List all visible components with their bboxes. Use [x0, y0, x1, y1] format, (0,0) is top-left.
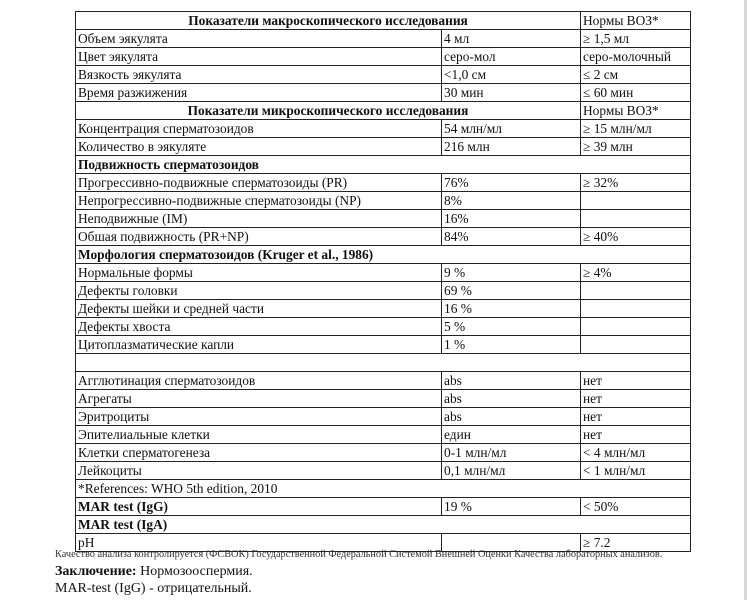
section-header-row — [76, 246, 691, 264]
parameter-norm — [581, 192, 691, 210]
table-row — [76, 372, 691, 390]
section-header-row — [76, 102, 691, 120]
table-row — [76, 444, 691, 462]
parameter-norm: ≥ 32% — [581, 174, 691, 192]
section-header-row — [76, 156, 691, 174]
section-heading: Показатели микроскопического исследования — [76, 102, 581, 120]
parameter-norm: нет — [581, 390, 691, 408]
parameter-value: 9 % — [442, 264, 581, 282]
parameter-norm: нет — [581, 372, 691, 390]
table-row — [76, 210, 691, 228]
parameter-value: 30 мин — [442, 84, 581, 102]
parameter-name: Неподвижные (IM) — [76, 210, 442, 228]
parameter-name: Цитоплазматические капли — [76, 336, 442, 354]
parameter-name: Объем эякулята — [76, 30, 442, 48]
conclusion-text: Нормозооспермия. — [136, 564, 253, 579]
parameter-name: Количество в эякуляте — [76, 138, 442, 156]
parameter-norm: ≤ 2 см — [581, 66, 691, 84]
conclusion-label: Заключение: — [55, 564, 137, 579]
mar-test-result: MAR-test (IgG) - отрицательный. — [55, 581, 252, 596]
parameter-name: Вязкость эякулята — [76, 66, 442, 84]
parameter-norm: серо-молочный — [581, 48, 691, 66]
table-row — [76, 264, 691, 282]
mar-igg-name: MAR test (IgG) — [76, 498, 442, 516]
parameter-name: Дефекты головки — [76, 282, 442, 300]
parameter-name: Агрегаты — [76, 390, 442, 408]
parameter-name: Обшая подвижность (PR+NP) — [76, 228, 442, 246]
ph-norm: ≥ 7.2 — [581, 534, 691, 552]
parameter-value: един — [442, 426, 581, 444]
table-row — [76, 192, 691, 210]
conclusion — [55, 564, 253, 580]
parameter-norm — [581, 282, 691, 300]
section-heading: Морфология сперматозоидов (Kruger et al., 1986) — [76, 246, 691, 264]
table-row — [76, 66, 691, 84]
parameter-value: 16 % — [442, 300, 581, 318]
parameter-value: 4 мл — [442, 30, 581, 48]
parameter-name: Дефекты хвоста — [76, 318, 442, 336]
parameter-norm: ≥ 40% — [581, 228, 691, 246]
parameter-value: 8% — [442, 192, 581, 210]
table-row — [76, 390, 691, 408]
parameter-norm: ≥ 15 млн/мл — [581, 120, 691, 138]
parameter-value: 0-1 млн/мл — [442, 444, 581, 462]
parameter-norm: нет — [581, 426, 691, 444]
parameter-name: Эпителиальные клетки — [76, 426, 442, 444]
parameter-value: 84% — [442, 228, 581, 246]
table-row — [76, 228, 691, 246]
table-row — [76, 48, 691, 66]
parameter-norm — [581, 300, 691, 318]
parameter-norm: ≤ 60 мин — [581, 84, 691, 102]
parameter-name: Клетки сперматогенеза — [76, 444, 442, 462]
table-row — [76, 300, 691, 318]
parameter-norm — [581, 210, 691, 228]
mar-igg-norm: < 50% — [581, 498, 691, 516]
parameter-norm: ≥ 1,5 мл — [581, 30, 691, 48]
parameter-name: Эритроциты — [76, 408, 442, 426]
parameter-name: Прогрессивно-подвижные сперматозоиды (PR) — [76, 174, 442, 192]
parameter-value: 54 млн/мл — [442, 120, 581, 138]
parameter-name: Лейкоциты — [76, 462, 442, 480]
mar-iga-name: MAR test (IgA) — [76, 516, 691, 534]
table-row — [76, 120, 691, 138]
parameter-value: 16% — [442, 210, 581, 228]
section-header-row — [76, 12, 691, 30]
table-row — [76, 498, 691, 516]
table-row — [76, 408, 691, 426]
norms-heading: Нормы ВОЗ* — [581, 102, 691, 120]
section-heading: Подвижность сперматозоидов — [76, 156, 691, 174]
parameter-value: 76% — [442, 174, 581, 192]
empty-cell — [76, 354, 691, 372]
empty-row — [76, 354, 691, 372]
table-row — [76, 138, 691, 156]
mar-igg-value: 19 % — [442, 498, 581, 516]
parameter-name: Цвет эякулята — [76, 48, 442, 66]
parameter-name: Концентрация сперматозоидов — [76, 120, 442, 138]
table-row — [76, 516, 691, 534]
parameter-value: 0,1 млн/мл — [442, 462, 581, 480]
references-row — [76, 480, 691, 498]
table-row — [76, 426, 691, 444]
table-row — [76, 282, 691, 300]
table-row — [76, 174, 691, 192]
parameter-value: серо-мол — [442, 48, 581, 66]
parameter-norm — [581, 318, 691, 336]
quality-control-note: Качество анализа контролируется (ФСВОК) Государственной Федеральной Системой Внешней Оценки Качества лабораторных анализов. — [55, 549, 663, 560]
table-row — [76, 318, 691, 336]
parameter-value: <1,0 см — [442, 66, 581, 84]
semen-analysis-table — [75, 11, 691, 552]
parameter-name: Непрогрессивно-подвижные сперматозоиды (NP) — [76, 192, 442, 210]
ph-name: pH — [76, 534, 442, 552]
parameter-norm — [581, 336, 691, 354]
table-row — [76, 336, 691, 354]
references-note: *References: WHO 5th edition, 2010 — [76, 480, 691, 498]
parameter-value: abs — [442, 372, 581, 390]
parameter-norm: ≥ 4% — [581, 264, 691, 282]
parameter-norm: ≥ 39 млн — [581, 138, 691, 156]
table-row — [76, 84, 691, 102]
parameter-name: Дефекты шейки и средней части — [76, 300, 442, 318]
parameter-norm: < 1 млн/мл — [581, 462, 691, 480]
parameter-norm: нет — [581, 408, 691, 426]
parameter-value: abs — [442, 390, 581, 408]
table-row — [76, 30, 691, 48]
parameter-value: 1 % — [442, 336, 581, 354]
parameter-norm: < 4 млн/мл — [581, 444, 691, 462]
parameter-value: abs — [442, 408, 581, 426]
parameter-name: Нормальные формы — [76, 264, 442, 282]
parameter-value: 69 % — [442, 282, 581, 300]
table-row — [76, 462, 691, 480]
parameter-value: 5 % — [442, 318, 581, 336]
section-heading: Показатели макроскопического исследования — [76, 12, 581, 30]
parameter-name: Время разжижения — [76, 84, 442, 102]
parameter-name: Агглютинация сперматозоидов — [76, 372, 442, 390]
norms-heading: Нормы ВОЗ* — [581, 12, 691, 30]
parameter-value: 216 млн — [442, 138, 581, 156]
